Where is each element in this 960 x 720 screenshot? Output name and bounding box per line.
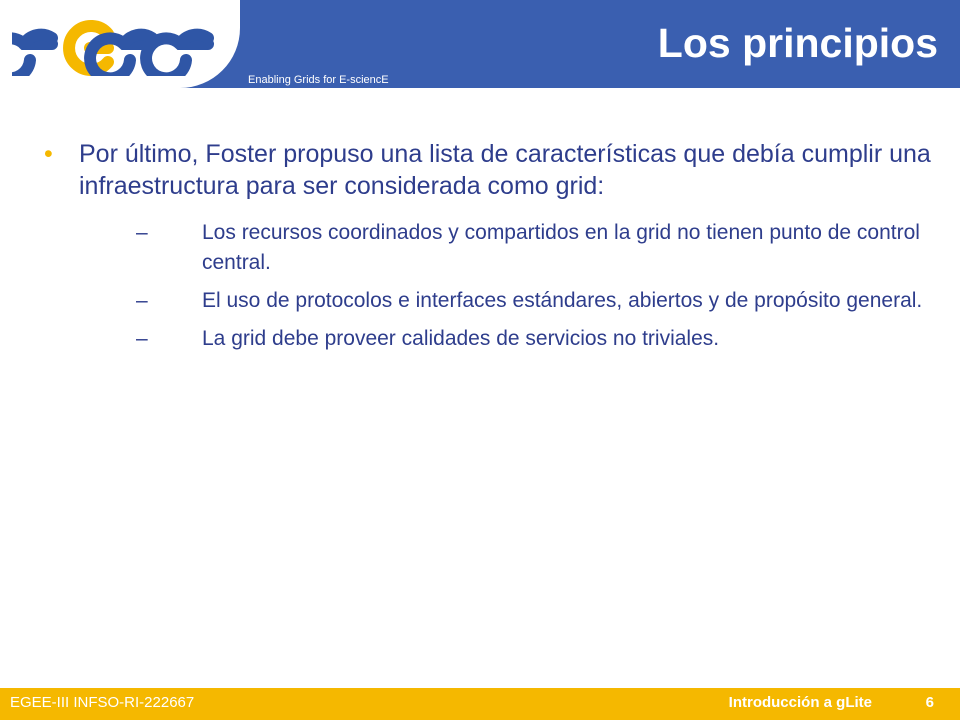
dash-icon: – (136, 221, 148, 244)
logo-area (0, 0, 240, 88)
slide-title: Los principios (657, 20, 938, 66)
sub-bullet-list (44, 218, 934, 354)
egee-logo (12, 12, 222, 76)
sub-bullet (44, 324, 934, 354)
tagline: Enabling Grids for E-sciencE (248, 74, 389, 86)
dash-icon: – (136, 289, 148, 312)
sub-bullet-text: El uso de protocolos e interfaces estándares, abiertos y de propósito general. (202, 289, 923, 312)
main-bullet-text: Por último, Foster propuso una lista de características que debía cumplir una infraestructura para ser considerada como grid: (79, 140, 931, 200)
sub-bullet-text: La grid debe proveer calidades de servicios no triviales. (202, 327, 720, 350)
sub-bullet-text: Los recursos coordinados y compartidos en la grid no tienen punto de control central. (202, 221, 920, 274)
footer-band (0, 688, 960, 720)
footer-title: Introducción a gLite (728, 694, 872, 711)
sub-bullet (44, 218, 934, 278)
sub-bullet (44, 286, 934, 316)
dash-icon: – (136, 327, 148, 350)
slide-content (44, 138, 934, 354)
footer-project-id: EGEE-III INFSO-RI-222667 (10, 694, 195, 711)
bullet-dot-icon: • (44, 140, 53, 168)
main-bullet (44, 138, 934, 202)
page-number: 6 (925, 694, 934, 711)
